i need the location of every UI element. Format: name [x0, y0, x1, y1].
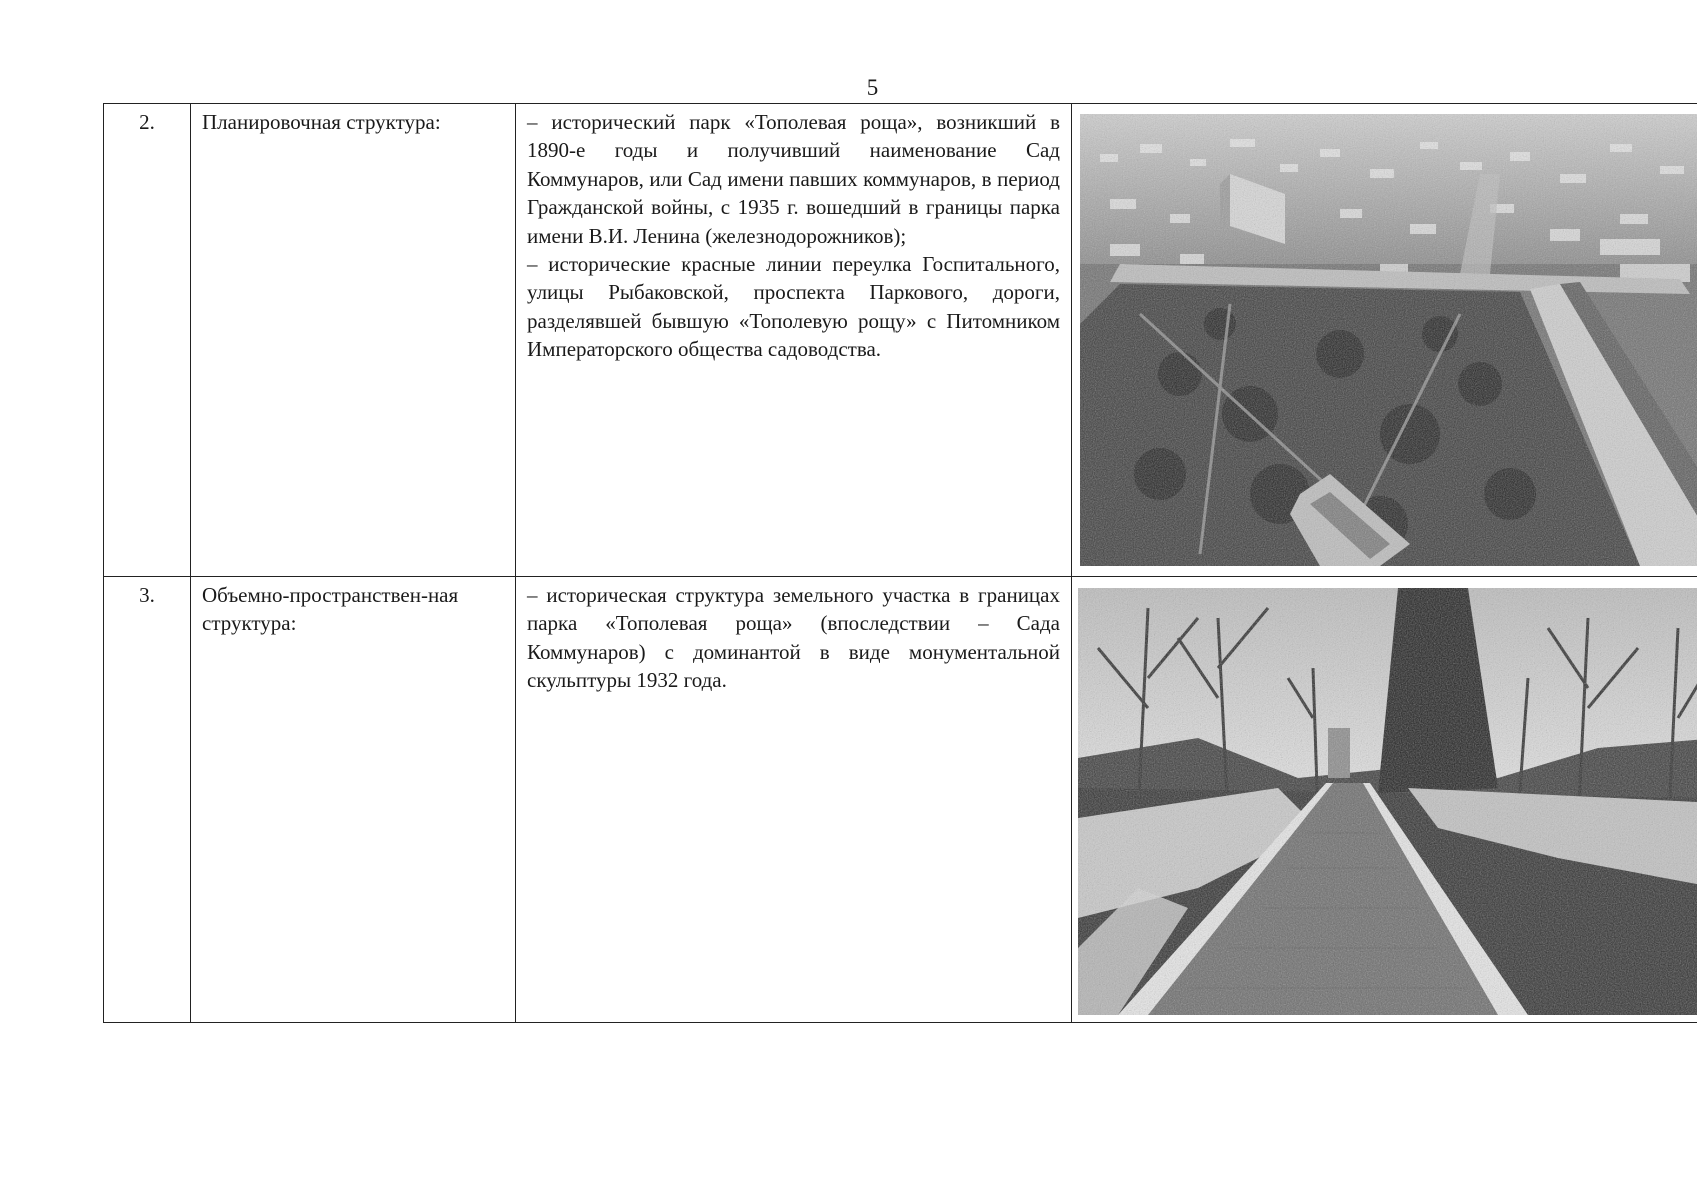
description-paragraph: – историческая структура земельного участка в границах парка «Тополевая роща» (впоследствии – Сада Коммунаров) с доминантой в виде монументальной скульптуры 1932 года.	[527, 583, 1060, 693]
row-number: 3.	[104, 577, 191, 1023]
heritage-table	[103, 103, 1697, 1023]
row-title: Объемно-пространствен-ная структура:	[191, 577, 516, 1023]
aerial-park-photo-icon	[1080, 114, 1697, 566]
row-number: 2.	[104, 104, 191, 577]
photo-cell	[1072, 577, 1697, 1023]
row-description	[516, 577, 1072, 1023]
park-alley-photo-icon	[1078, 588, 1697, 1015]
page-number: 5	[866, 75, 879, 100]
table-row	[104, 577, 1697, 1023]
photo-cell	[1072, 104, 1697, 577]
description-paragraph: – исторический парк «Тополевая роща», возникший в 1890-е годы и получивший наименование Сад Коммунаров, или Сад имени павших коммунаров, в период Гражданской войны, с 1935 г. вошедший в границы парка имени В.И. Ленина (железнодорожников);	[527, 110, 1060, 248]
row-title: Планировочная структура:	[191, 104, 516, 577]
description-paragraph: – исторические красные линии переулка Госпитального, улицы Рыбаковской, проспекта Паркового, дороги, разделявшей бывшую «Тополевую рощу» с Питомником Императорского общества садоводства.	[527, 252, 1060, 362]
table-row	[104, 104, 1697, 577]
row-description	[516, 104, 1072, 577]
